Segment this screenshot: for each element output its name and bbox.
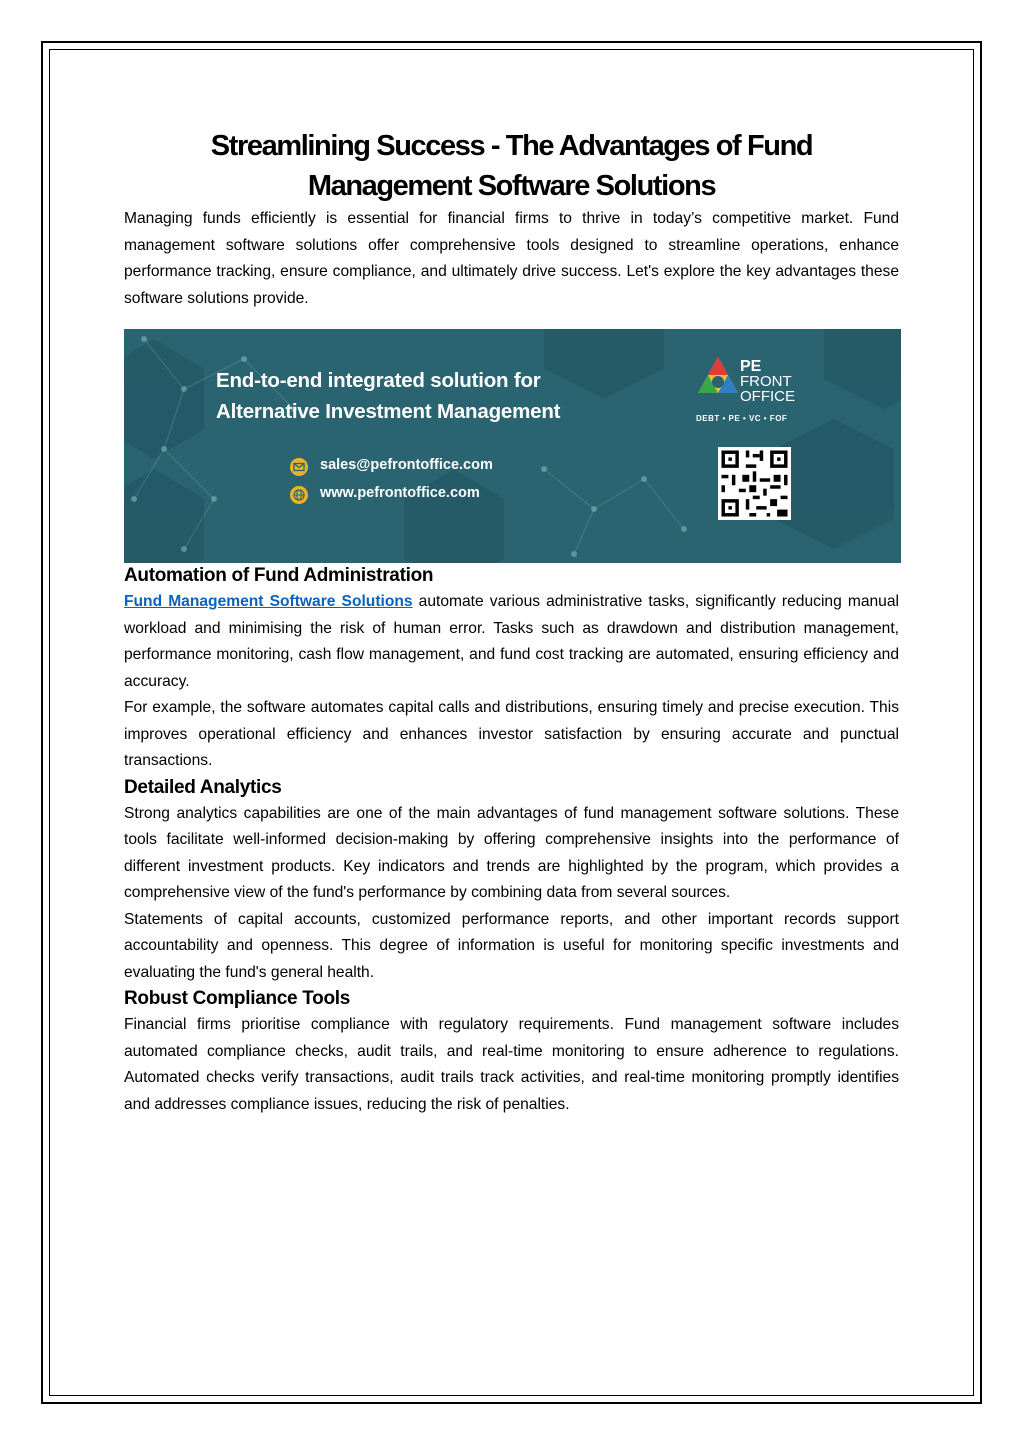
title-line-2: Management Software Solutions (307, 170, 716, 202)
banner-website: www.pefrontoffice.com (320, 485, 480, 501)
analytics-paragraph-1: Strong analytics capabilities are one of the main advantages of fund management software solutions. These tools facilitate well-informed decision-making by offering comprehensive insights into the performance of different investment products. Key indicators and trends are highlighted by the program, which provides a comprehensive view of the fund's performance by combining data from several sources. (124, 804, 899, 901)
banner-headline (216, 365, 560, 427)
pe-front-office-logo-icon (696, 355, 740, 399)
banner-headline-line-1: End-to-end integrated solution for (216, 369, 541, 392)
title-line-1: Streamlining Success - The Advantages of Fund (210, 130, 813, 162)
banner-headline-line-2: Alternative Investment Management (216, 400, 561, 423)
logo-line-3: OFFICE (740, 388, 795, 405)
logo-tagline: DEBT • PE • VC • FOF (696, 414, 788, 423)
globe-icon (290, 486, 308, 504)
automation-paragraph-1-text: automate various administrative tasks, significantly reducing manual workload and minimising the risk of human error. Tasks such as drawdown and distribution management, performance monitoring, cash flow management, and fund cost tracking are automated, ensuring efficiency and accuracy. (124, 593, 899, 690)
automation-paragraph-1 (124, 589, 899, 695)
envelope-icon (290, 458, 308, 476)
intro-paragraph: Managing funds efficiently is essential for financial firms to thrive in today’s competitive market. Fund management software solutions offer comprehensive tools designed to streamline operations, enhance performance tracking, ensure compliance, and ultimately drive success. Let's explore the key advantages these software solutions provide. (124, 210, 899, 307)
analytics-paragraph-2: Statements of capital accounts, customized performance reports, and other important records support accountability and openness. This degree of information is useful for monitoring specific investments and evaluating the fund's general health. (124, 910, 899, 981)
section-heading-compliance: Robust Compliance Tools (124, 988, 351, 1009)
logo-line-2: FRONT (740, 373, 792, 390)
fund-management-software-link[interactable]: Fund Management Software Solutions (124, 593, 413, 610)
logo-wordmark (740, 359, 795, 404)
section-heading-analytics: Detailed Analytics (124, 776, 282, 798)
promo-banner-image (124, 329, 901, 563)
compliance-paragraph-1: Financial firms prioritise compliance with regulatory requirements. Fund management software includes automated compliance checks, audit trails, and real-time monitoring to ensure adherence to regulations. Automated checks verify transactions, audit trails track activities, and real-time monitoring promptly identifies and addresses compliance issues, reducing the risk of penalties. (124, 1016, 899, 1113)
document-content (124, 126, 899, 1118)
banner-email: sales@pefrontoffice.com (320, 457, 493, 473)
document-title (124, 126, 899, 206)
automation-paragraph-2: For example, the software automates capital calls and distributions, ensuring timely and precise execution. This improves operational efficiency and enhances investor satisfaction by ensuring accurate and punctual transactions. (124, 699, 899, 769)
section-heading-automation: Automation of Fund Administration (124, 565, 434, 586)
logo-line-1: PE (740, 358, 762, 375)
qr-code-icon (718, 447, 791, 520)
